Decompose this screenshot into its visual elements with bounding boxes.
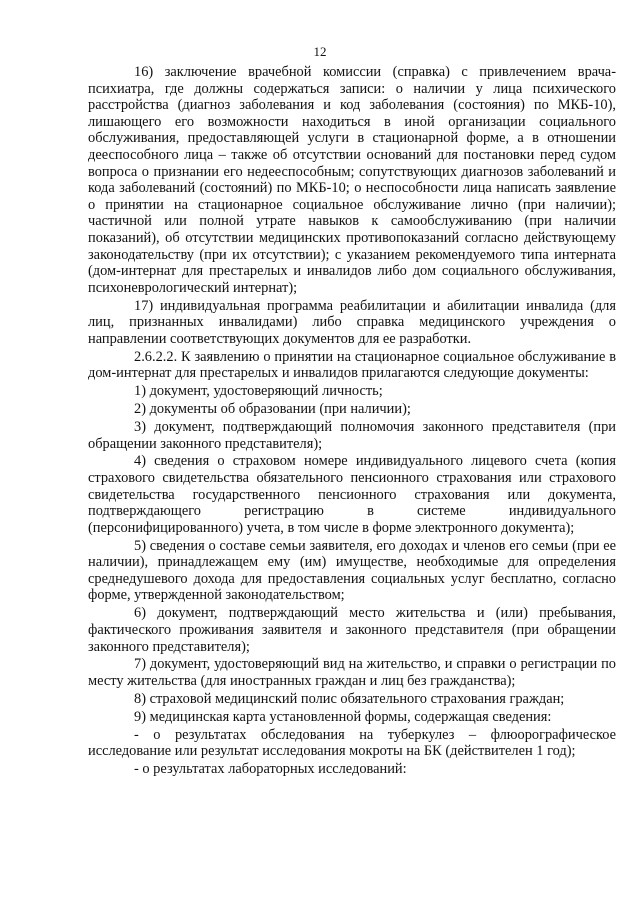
list-item-6: 6) документ, подтверждающий место жительства и (или) пребывания, фактического проживания заявителя и законного представителя (при обращении законного представителя);: [88, 605, 616, 655]
list-item-2: 2) документы об образовании (при наличии);: [134, 401, 411, 418]
paragraph-item-17: 17) индивидуальная программа реабилитации и абилитации инвалида (для лиц, признанных инвалидами) либо справка медицинского учреждения о направлении соответствующих документов для ее разработки.: [88, 297, 616, 347]
list-item-5: 5) сведения о составе семьи заявителя, его доходах и членов его семьи (при ее наличии), принадлежащем ему (им) имуществе, необходимые для определения среднедушевого дохода для предоставления социальных услуг бесплатно, согласно форме, утвержденной законодательством;: [88, 537, 616, 604]
sub-item-tuberculosis: - о результатах обследования на туберкулез – флюорографическое исследование или результат исследования мокроты на БК (действителен 1 год);: [88, 726, 616, 760]
list-item-8: 8) страховой медицинский полис обязательного страхования граждан;: [134, 690, 565, 707]
list-item-3: 3) документ, подтверждающий полномочия законного представителя (при обращении законного представителя);: [88, 418, 616, 452]
document-body: [88, 64, 616, 779]
paragraph-section-2-6-2-2: 2.6.2.2. К заявлению о принятии на стационарное социальное обслуживание в дом-интернат для престарелых и инвалидов прилагаются следующие документы:: [88, 348, 616, 382]
sub-item-lab-results: - о результатах лабораторных исследований:: [134, 761, 407, 778]
page-number: 12: [313, 44, 327, 59]
paragraph-item-16: 16) заключение врачебной комиссии (справка) с привлечением врача-психиатра, где должны содержаться записи: о наличии у лица психического расстройства (диагноз заболевания и код заболевания (состояния) по МКБ-10), лишающего его возможности находиться в иной организации социального обслуживания, предоставляющей услуги в стационарной форме, а в отношении дееспособного лица – также об отсутствии оснований для постановки перед судом вопроса о признании его недееспособным; сопутствующих диагнозов заболеваний и кода заболеваний (состояний) по МКБ-10; о неспособности лица написать заявление о принятии на стационарное социальное обслуживание лично (при наличии); частичной или полной утрате навыков к самообслуживанию (при наличии показаний), об отсутствии медицинских противопоказаний согласно действующему законодательству (при их отсутствии); с указанием рекомендуемого типа интерната (дом-интернат для престарелых и инвалидов либо дом социального обслуживания, психоневрологический интернат);: [88, 64, 616, 296]
list-item-4: 4) сведения о страховом номере индивидуального лицевого счета (копия страхового свидетельства обязательного пенсионного страхования или страхового свидетельства государственного пенсионного страхования или документа, подтверждающего регистрацию в системе индивидуального (персонифицированного) учета, в том числе в форме электронного документа);: [88, 453, 616, 536]
list-item-1: 1) документ, удостоверяющий личность;: [134, 383, 383, 400]
list-item-9: 9) медицинская карта установленной формы, содержащая сведения:: [134, 708, 552, 725]
list-item-7: 7) документ, удостоверяющий вид на жительство, и справки о регистрации по месту жительства (для иностранных граждан и лиц без гражданства);: [88, 656, 616, 690]
